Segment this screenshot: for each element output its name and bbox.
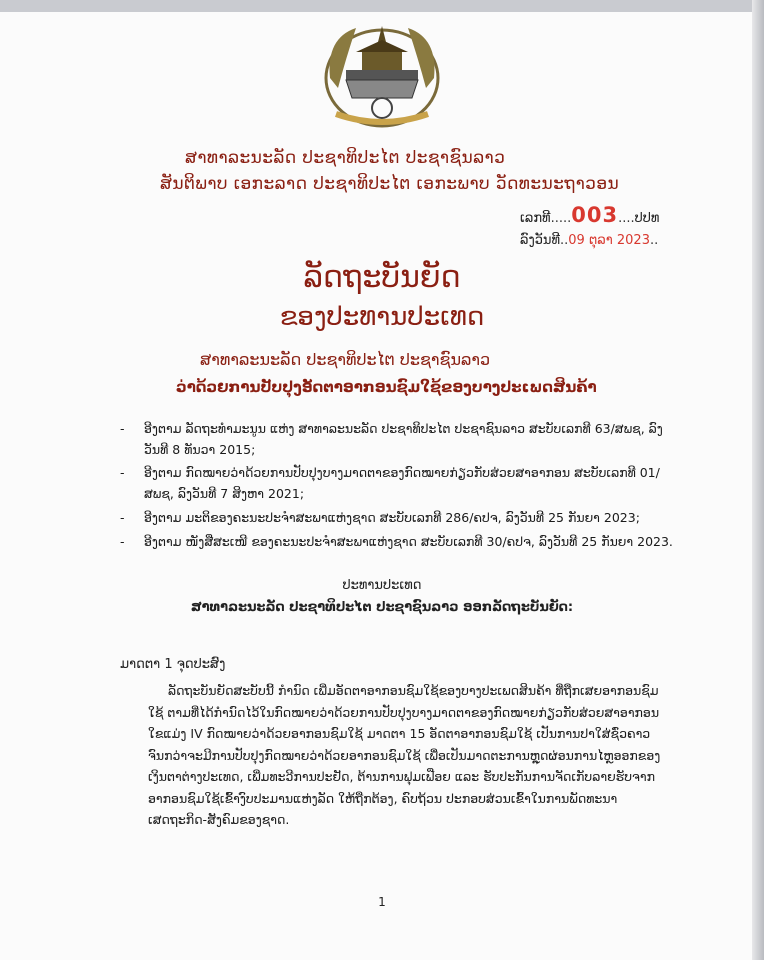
page-number: 1 bbox=[378, 895, 386, 909]
document-date: 09 ຕຸລາ 2023 bbox=[568, 233, 650, 248]
scan-edge-top bbox=[0, 0, 764, 12]
reference-item: - ອີງຕາມ ໜັງສືສະເໜີ ຂອງຄະນະປະຈຳສະພາແຫ່ງຊາດ ສະບັບເລກທີ 30/ຄປຈ, ລົງວັນທີ 25 ກັນຍາ 2023. bbox=[120, 534, 673, 549]
reference-item: - ອີງຕາມ ລັດຖະທຳມະນູນ ແຫ່ງ ສາທາລະນະລັດ ປະຊາທິປະໄຕ ປະຊາຊົນລາວ ສະບັບເລກທີ 63/ສພຊ, ລົງວັນທີ 8 ທັນວາ 2015; bbox=[120, 421, 663, 457]
reference-item: - ອີງຕາມ ມະຕິຂອງຄະນະປະຈຳສະພາແຫ່ງຊາດ ສະບັບເລກທີ 286/ຄປຈ, ລົງວັນທີ 25 ກັນຍາ 2023; bbox=[120, 510, 640, 525]
document-number-line: ເລກທີ.....003....ປປທ bbox=[520, 203, 660, 227]
number-suffix: ປປທ bbox=[634, 211, 660, 226]
decree-title: ລັດຖະບັນຍັດ bbox=[303, 260, 461, 295]
republic-header: ສາທາລະນະລັດ ປະຊາທິປະໄຕ ປະຊາຊົນລາວ bbox=[185, 148, 506, 168]
article-heading: ມາດຕາ 1 ຈຸດປະສົງ bbox=[120, 657, 226, 672]
scan-edge-right bbox=[752, 0, 764, 960]
decree-intro-statement: ສາທາລະນະລັດ ປະຊາທິປະໄຕ ປະຊາຊົນລາວ ອອກລັດຖະບັນຍັດ: bbox=[190, 600, 574, 615]
decree-subject: ວ່າດ້ວຍການປັບປຸງອັດຕາອາກອນຊົມໃຊ້ຂອງບາງປະເພດສິນຄ້າ bbox=[176, 378, 597, 396]
date-label: ລົງວັນທີ bbox=[520, 233, 561, 248]
lao-emblem-icon bbox=[316, 18, 448, 130]
republic-subtitle: ສາທາລະນະລັດ ປະຊາທິປະໄຕ ປະຊາຊົນລາວ bbox=[200, 350, 491, 369]
number-label: ເລກທີ bbox=[520, 211, 551, 226]
decree-issuer: ຂອງປະທານປະເທດ bbox=[279, 302, 485, 332]
document-date-line: ລົງວັນທີ..09 ຕຸລາ 2023.. bbox=[520, 233, 659, 248]
decree-intro-title: ປະທານປະເທດ bbox=[342, 578, 422, 593]
reference-item: - ອີງຕາມ ກົດໝາຍວ່າດ້ວຍການປັບປຸງບາງມາດຕາຂອງກົດໝາຍກ່ຽວກັບສ່ວຍສາອາກອນ ສະບັບເລກທີ 01/ສພຊ, ລົງວັນທີ 7 ສິງຫາ 2021; bbox=[120, 465, 660, 501]
motto-header: ສັນຕິພາບ ເອກະລາດ ປະຊາທິປະໄຕ ເອກະພາບ ວັດທະນະຖາວອນ bbox=[160, 174, 620, 194]
article-body: ລັດຖະບັນຍັດສະບັບນີ້ ກຳນົດ ເພີ່ມອັດຕາອາກອນຊົມໃຊ້ຂອງບາງປະເພດສິນຄ້າ ທີ່ຖືກເສຍອາກອນຊົມໃຊ້ ຕາມທີ່ໄດ້ກຳນົດໄວ້ໃນກົດໝາຍວ່າດ້ວຍການປັບປຸງບາງມາດຕາຂອງກົດໝາຍກ່ຽວກັບສ່ວຍສາອາກອນ ໃຂແມ່ງ IV ກົດໝາຍວ່າດ້ວຍອາກອນຊົມໃຊ້ ມາດຕາ 15 ອັດຕາອາກອນຊົມໃຊ້ ເປັນການປາໃສ່ຊົ່ວຄາວ ຈົນກວ່າຈະມີການປັບປຸງກົດໝາຍວ່າດ້ວຍອາກອນຊົມໃຊ້ ເພື່ອເປັນມາດຕະການຫຼຸດຜ່ອນການໄຫຼອອກຂອງເງິນຕາຕ່າງປະເທດ, ເພີ່ມທະວີການປະຢັດ, ຕ້ານການຟຸມເຟືອຍ ແລະ ຮັບປະກັນການຈັດເກັບລາຍຮັບຈາກອາກອນຊົມໃຊ້ເຂົ້າງົບປະມານແຫ່ງລັດ ໃຫ້ຖືກຕ້ອງ, ຄົບຖ້ວນ ປະກອບສ່ວນເຂົ້າໃນການພັດທະນາເສດຖະກິດ-ສັງຄົມຂອງຊາດ. bbox=[148, 683, 661, 827]
document-number: 003 bbox=[571, 203, 619, 227]
